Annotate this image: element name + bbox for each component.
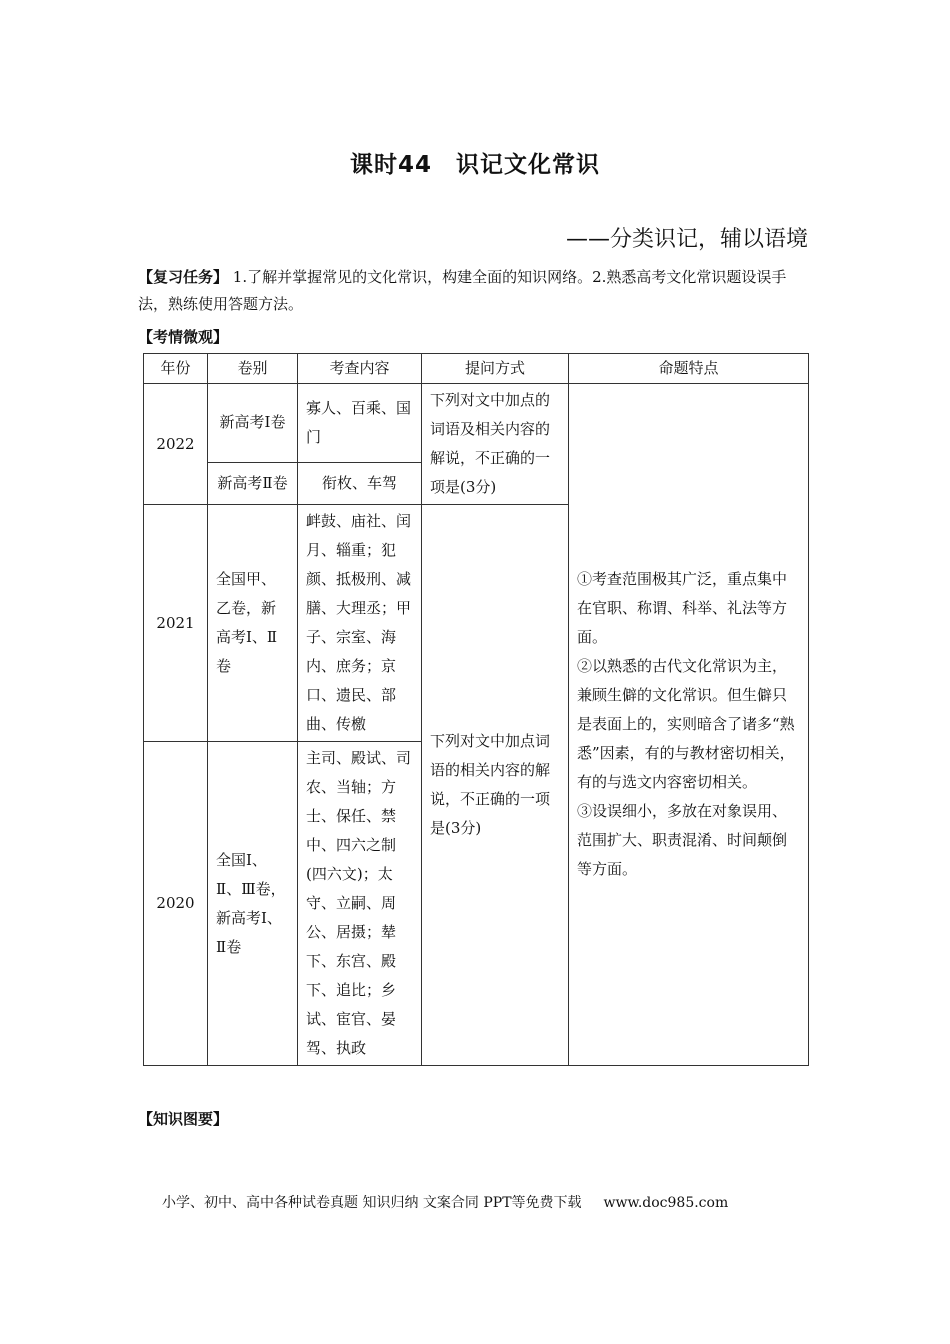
feature-item: ③设误细小，多放在对象误用、范围扩大、职责混淆、时间颠倒等方面。 (577, 802, 788, 878)
feature-item: ①考查范围极其广泛，重点集中在官职、称谓、科举、礼法等方面。 (577, 570, 788, 646)
review-task-paragraph (138, 264, 813, 318)
table-header-row (144, 354, 809, 384)
content-cell: 衔枚、车驾 (298, 462, 422, 504)
header-paper: 卷别 (208, 354, 298, 384)
features-cell (569, 384, 809, 1066)
footer-site-link[interactable]: www.doc985.com (603, 1195, 729, 1211)
feature-item: ②以熟悉的古代文化常识为主，兼顾生僻的文化常识。但生僻只是表面上的，实则暗含了诸多“熟悉”因素，有的与教材密切相关，有的与选文内容密切相关。 (577, 657, 795, 791)
header-question: 提问方式 (422, 354, 569, 384)
exam-overview-label: 【考情微观】 (138, 328, 229, 346)
exam-overview-table (143, 353, 809, 1066)
content-cell: 主司、殿试、司农、当轴；方士、保任、禁中、四六之制(四六文)；太守、立嗣、周公、居摄；辇下、东宫、殿下、追比；乡试、宦官、晏驾、执政 (298, 742, 422, 1066)
page-subtitle: ——分类识记，辅以语境 (565, 227, 808, 252)
page-title: 课时44 识记文化常识 (349, 152, 600, 178)
page-footer (162, 1192, 802, 1212)
content-cell: 衅鼓、庙社、闰月、辎重；犯颜、抵极刑、减膳、大理丞；甲子、宗室、海内、庶务；京口、遗民、部曲、传檄 (298, 505, 422, 742)
year-cell: 2020 (144, 742, 208, 1066)
content-cell: 寡人、百乘、国门 (298, 384, 422, 463)
header-year: 年份 (144, 354, 208, 384)
header-features: 命题特点 (569, 354, 809, 384)
paper-cell: 全国Ⅰ、Ⅱ、Ⅲ卷，新高考Ⅰ、Ⅱ卷 (208, 742, 298, 1066)
review-task-text: 1.了解并掌握常见的文化常识，构建全面的知识网络。2.熟悉高考文化常识题设误手法，熟练使用答题方法。 (138, 268, 787, 313)
question-cell: 下列对文中加点的词语及相关内容的解说，不正确的一项是(3分) (422, 384, 569, 505)
question-cell: 下列对文中加点词语的相关内容的解说，不正确的一项是(3分) (422, 505, 569, 1066)
table-row (144, 384, 809, 463)
paper-cell: 新高考Ⅱ卷 (208, 462, 298, 504)
knowledge-map-label: 【知识图要】 (138, 1110, 229, 1128)
paper-cell: 全国甲、乙卷，新高考Ⅰ、Ⅱ卷 (208, 505, 298, 742)
footer-text: 小学、初中、高中各种试卷真题 知识归纳 文案合同 PPT等免费下载 (162, 1195, 582, 1211)
review-task-tag: 【复习任务】 (138, 268, 229, 286)
header-content: 考查内容 (298, 354, 422, 384)
year-cell: 2021 (144, 505, 208, 742)
year-cell: 2022 (144, 384, 208, 505)
paper-cell: 新高考Ⅰ卷 (208, 384, 298, 463)
